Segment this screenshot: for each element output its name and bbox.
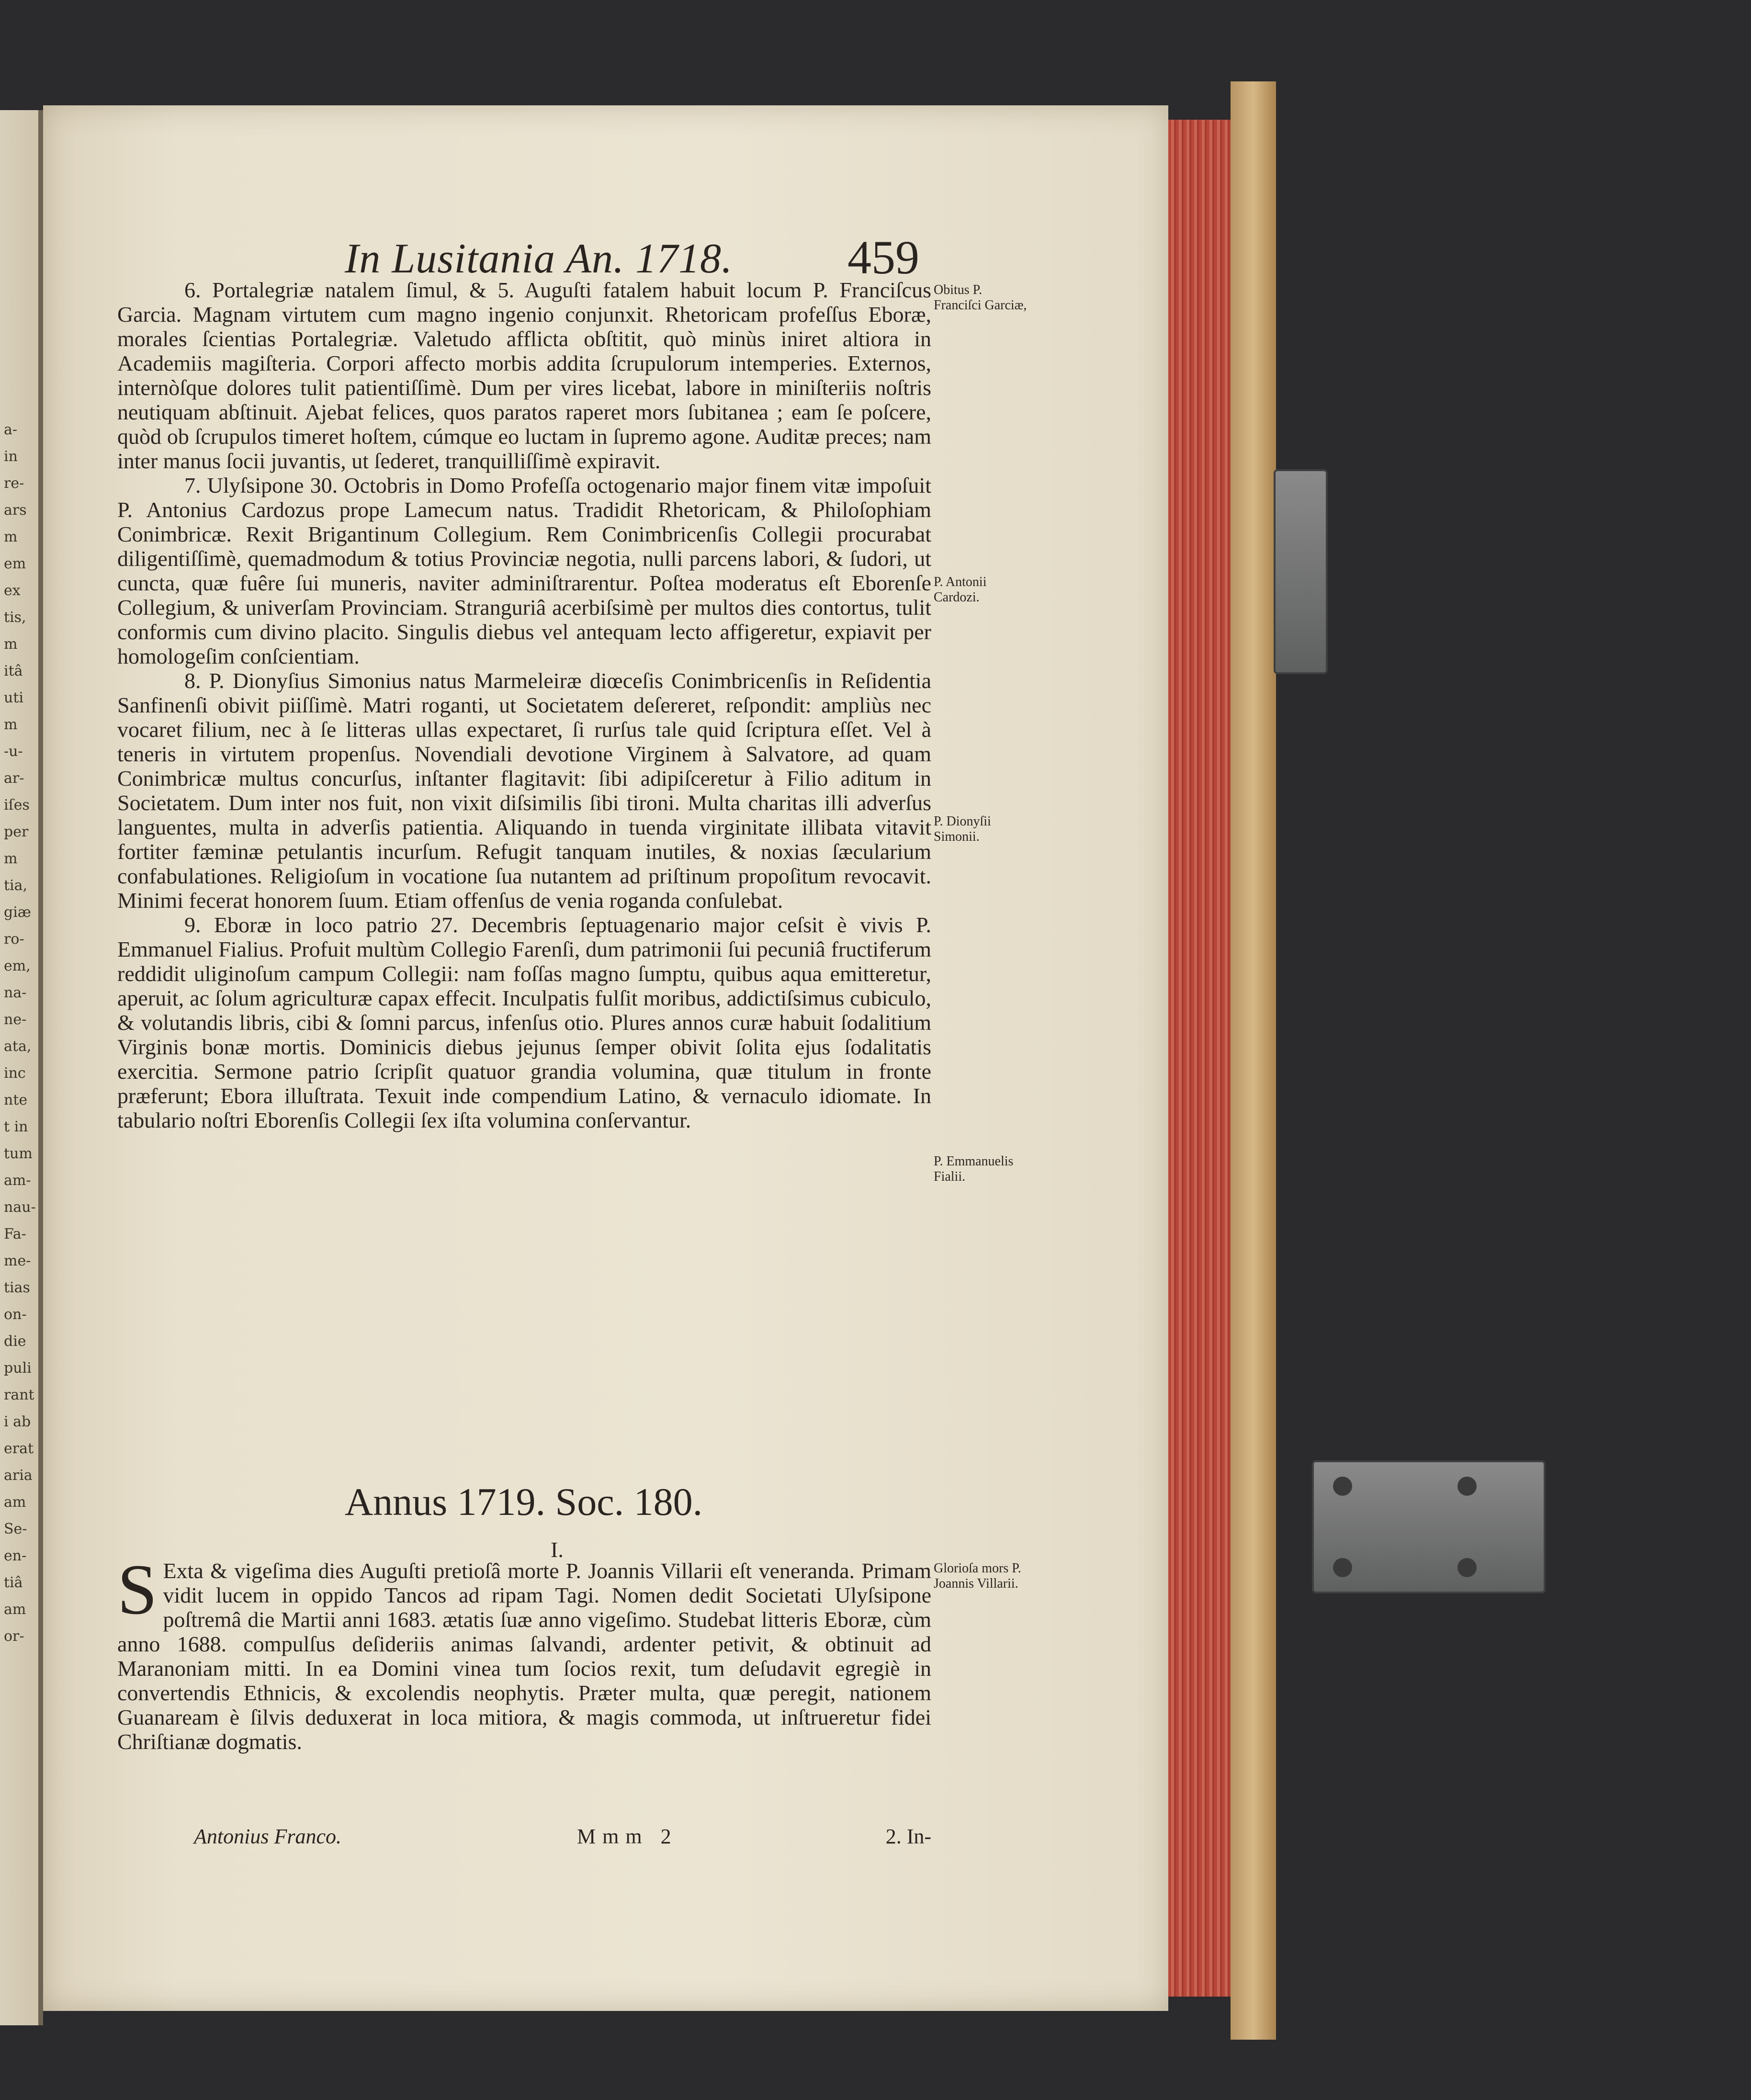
clasp-rivet [1457,1477,1477,1496]
left-page-fragment: in [4,448,18,465]
left-page-fragment: tias [4,1279,30,1296]
left-page-fragment: tum [4,1145,33,1162]
section-title: Annus 1719. Soc. 180. [345,1480,703,1524]
body-text-1718 [117,278,931,1132]
left-page-fragment: nte [4,1092,28,1108]
running-head: In Lusitania An. 1718. [345,236,733,282]
paragraph-1: Exta & vigeſima dies Auguſti pretioſâ morte P. Joannis Villarii eſt veneranda. Primam vidit lucem in oppido Tancos ad ripam Tagi. Nomen dedit Societati Ulyſsipone poſtremâ die Martii anni 1683. ætatis ſuæ anno vigeſimo. Studebat litteris Eboræ, cùm anno 1688. compulſus deſideriis animas ſalvandi, ardenter petivit, & obtinuit ad Maranoniam mitti. In ea Domini vinea tum ſocios rexit, tum deſudavit egregiè in convertendis Ethnicis, & excolendis neophytis. Præter multa, quæ peregit, nationem Guanaream è ſilvis deduxerat in loca mitiora, & magis commoda, ut inſtrueretur fidei Chriſtianæ dogmatis. [117,1558,931,1754]
left-page-fragment: aria [4,1467,33,1484]
left-page-fragment: on- [4,1306,27,1323]
left-page-fragment: inc [4,1065,26,1082]
left-page-fragment: re- [4,475,24,492]
left-page-fragment: rant [4,1387,34,1403]
left-page-fragment: -u- [4,743,23,760]
left-page-fragment: m [4,850,18,867]
left-page-fragment: i ab [4,1413,31,1430]
clasp-rivet [1457,1558,1477,1577]
left-page-fragment: m [4,636,18,653]
page-footer [117,1824,931,1853]
left-page-fragment: m [4,529,18,545]
left-page-fragment: ars [4,502,27,519]
margin-note-fialii: P. Emmanuelis Fialii. [934,1154,1014,1184]
footer-author: Antonius Franco. [194,1825,341,1848]
paragraph-9: 9. Eboræ in loco patrio 27. Decembris ſeptuagenario major ceſsit è vivis P. Emmanuel Fialius. Profuit multùm Collegio Farenſi, dum patrimonii ſui pecuniâ fructiferum reddidit uliginoſum campum Collegii: nam foſſas magno ſumptu, quibus aqua emitteretur, aperuit, ac ſolum agriculturæ capax effecit. Inculpatis fulſit moribus, addictiſsimus cubiculo, & volutandis libris, cibi & ſomni parcus, infenſus otio. Plures annos curæ habuit ſodalitium Virginis bonæ mortis. Dominicis diebus jejunus ſemper obivit ſolita ejus ſodalitatis exercitia. Sermone patrio ſcripſit quatuor grandia volumina, quæ titulum in fronte præferunt; Ebora illuſtrata. Texuit inde compendium Latino, & vernaculo idiomate. In tabulario noſtri Eborenſis Collegii ſex iſta volumina conſervantur. [117,913,931,1132]
left-page-fragment: nau- [4,1199,36,1216]
left-page-fragment: m [4,716,18,733]
margin-note-villarii: Glorioſa mors P. Joannis Villarii. [934,1561,1021,1591]
left-page-fragment: or- [4,1628,24,1645]
paragraph-8: 8. P. Dionyſius Simonius natus Marmeleiræ diœceſis Conimbricenſis in Reſidentia Sanfinenſi obivit piiſſimè. Matri roganti, ut Societatem deſereret, reſpondit: ampliùs nec vocaret filium, nec à ſe litteras ullas expectaret, ſi rurſus tale quid ſcriptura eſſet. Vel à teneris in virtutem propenſus. Novendiali devotione Virginem à Salvatore, ad quam Conimbricæ multus concurſus, inſtanter flagitavit: ſibi adipiſceretur à Filio aditum in Societatem. Dum inter nos fuit, non vixit diſsimilis ſibi tironi. Multa charitas illi adverſus languentes, multa in adverſis patientia. Aliquando in tuenda virginitate illibata vitavit fortiter fæminæ petulantis incurſum. Refugit tanquam inutiles, & noxias ſæcularium confabulationes. Religioſum in vocatione ſua nutantem ad priſtinum propoſitum revocavit. Minimi fecerat honorem ſuum. Etiam offenſus de venia roganda conſulebat. [117,668,931,913]
catchword: 2. In- [885,1825,931,1848]
margin-note-garcia: Obitus P. Franciſci Garciæ, [934,282,1027,313]
left-page-fragment: Se- [4,1521,27,1537]
body-text-1719 [117,1550,931,1754]
paragraph-6: 6. Portalegriæ natalem ſimul, & 5. Auguſti fatalem habuit locum P. Franciſcus Garcia. Magnam virtutem cum magno ingenio conjunxit. Rhetoricam profeſſus Eboræ, morales ſcientias Portalegriæ. Valetudo afflicta obſtitit, quò minùs iniret altiora in Academiis magiſteria. Corpori affecto morbis addita ſcrupulorum intemperies. Externos, internòſque dolores tulit patientiſſimè. Dum per vires licebat, labore in miniſteriis noſtris neutiquam abſtinuit. Ajebat felices, quos paratos raperet mors ſubitanea ; eam ſe poſcere, quòd ob ſcrupulos timeret hoſtem, cúmque eo luctam in ſupremo agone. Auditæ preces; nam inter manus ſocii juvantis, ut ſederet, tranquilliſſimè expiravit. [117,278,931,473]
left-page-fragment: em, [4,958,31,974]
left-page-fragment: ata, [4,1038,32,1055]
paragraph-7: 7. Ulyſsipone 30. Octobris in Domo Profeſſa octogenario major finem vitæ impoſuit P. Antonius Cardozus prope Lamecum natus. Tradidit Rhetoricam, & Philoſophiam Conimbricæ. Rexit Brigantinum Collegium. Rem Conimbricenſis Collegii procurabat diligentiſſimè, quemadmodum & totius Provinciæ negotia, nulli parcens labori, & ſudori, ut cuncta, quæ fuêre ſui muneris, naviter adminiſtrarentur. Poſtea moderatus eſt Eborenſe Collegium, & univerſam Provinciam. Stranguriâ acerbiſsimè per multos dies contortus, tulit conformis cum divino placito. Singulis diebus vel antequam lecto affigeretur, expiavit per homologeſim conſcientiam. [117,473,931,668]
left-page-fragment: ex [4,582,21,599]
left-page-fragment: tis, [4,609,26,626]
lower-clasp [1312,1460,1546,1593]
left-page-fragment: a- [4,421,18,438]
margin-note-simonii: P. Dionyſii Simonii. [934,814,991,844]
section-paragraph-number: I. [551,1537,564,1562]
left-page-fragment: Fa- [4,1226,26,1242]
page-number: 459 [847,231,919,284]
left-page-fragment: t in [4,1118,28,1135]
left-page-fragment: am [4,1601,26,1618]
left-page-fragment: iſes [4,797,30,813]
left-page-edge [0,110,43,2025]
left-page-fragment: am [4,1494,26,1511]
left-page-fragment: ar- [4,770,24,787]
signature-mark: Mmm 2 [577,1825,678,1848]
left-page-fragment: en- [4,1547,27,1564]
left-page-fragment: tia, [4,877,28,894]
left-page-fragment: erat [4,1440,34,1457]
left-page-fragment: am- [4,1172,31,1189]
clasp-rivet [1333,1558,1352,1577]
left-page-fragment: em [4,555,26,572]
left-page-fragment: uti [4,689,23,706]
page-edges-red [1168,120,1231,1997]
left-page-fragment: itâ [4,663,23,679]
left-page-fragment: puli [4,1360,32,1377]
book-cover-board [1231,81,1276,2040]
left-page-fragment: na- [4,984,27,1001]
upper-clasp [1274,469,1328,674]
left-page-fragment: per [4,824,29,840]
left-page-fragment: me- [4,1253,31,1269]
left-page-fragment: die [4,1333,26,1350]
drop-cap: S [117,1550,158,1629]
left-page-fragment: tiâ [4,1574,23,1591]
margin-note-cardozi: P. Antonii Cardozi. [934,575,987,605]
left-page-fragment: ne- [4,1011,27,1028]
clasp-rivet [1333,1477,1352,1496]
left-page-fragment: giæ [4,904,31,921]
left-page-fragment: ro- [4,931,24,948]
